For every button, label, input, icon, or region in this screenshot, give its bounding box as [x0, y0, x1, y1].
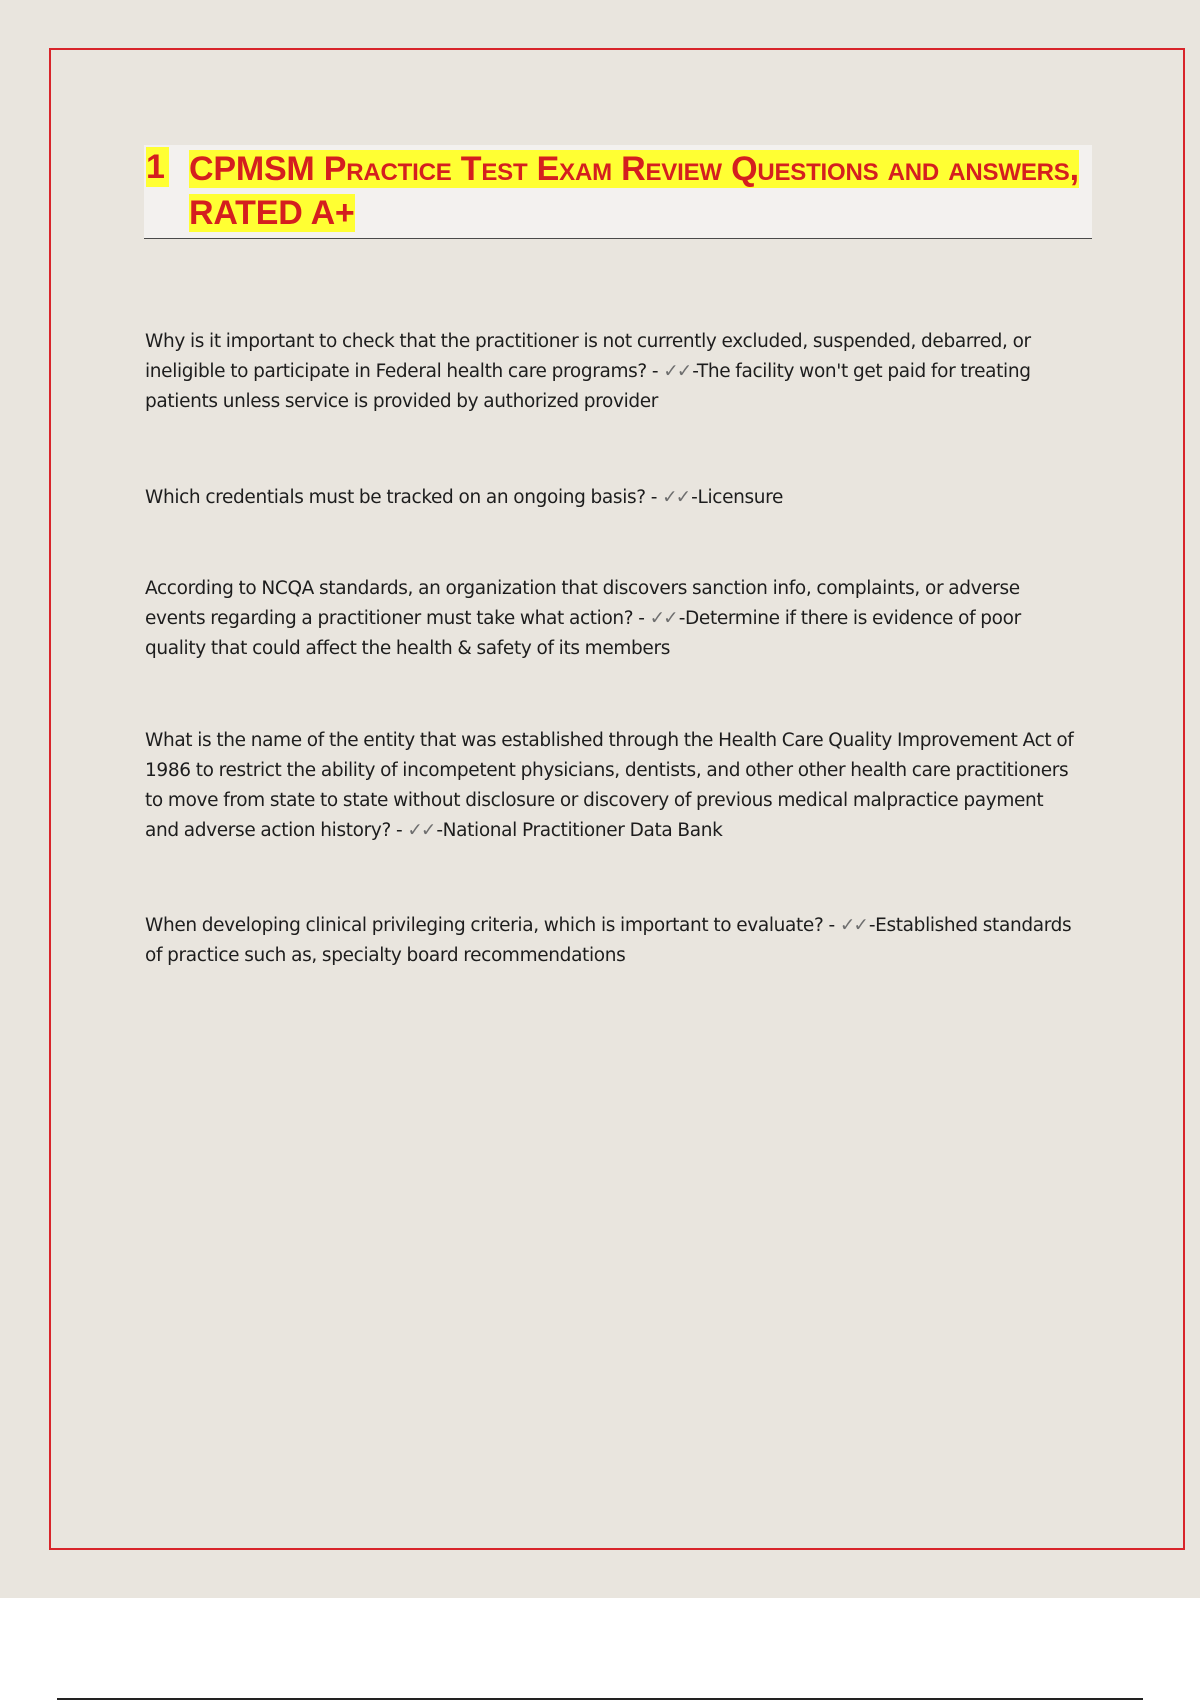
double-check-icon: ✓✓ [663, 361, 691, 382]
question-text: Why is it important to check that the practitioner is not currently excluded, suspended, debarred, or ineligible to participate in Federal health care programs? [145, 331, 1031, 382]
question-text: When developing clinical privileging criteria, which is important to evaluate? [145, 915, 824, 936]
double-check-icon: ✓✓ [407, 820, 435, 841]
answer-text: -National Practitioner Data Bank [436, 820, 723, 841]
qa-item [145, 726, 1075, 846]
double-check-icon: ✓✓ [649, 608, 677, 629]
qa-separator: - [645, 487, 663, 508]
qa-separator: - [390, 820, 408, 841]
document-title-text: CPMSM Practice Test Exam Review Questions and answers, RATED A+ [189, 150, 1079, 232]
heading-number: 1 [146, 147, 169, 187]
qa-separator: - [823, 915, 840, 936]
qa-item [145, 574, 1075, 664]
qa-item [145, 327, 1075, 417]
qa-item [145, 911, 1075, 971]
question-text: Which credentials must be tracked on an ongoing basis? [145, 487, 646, 508]
qa-item [145, 483, 1075, 513]
double-check-icon: ✓✓ [662, 487, 690, 508]
answer-text: -The facility won't get paid for treating patients unless service is provided by authorized provider [145, 361, 1031, 412]
document-title [189, 147, 1089, 235]
question-text: What is the name of the entity that was established through the Health Care Quality Improvement Act of 1986 to restrict the ability of incompetent physicians, dentists, and other other health care practitioners to move from state to state without disclosure or discovery of previous medical malpractice payment and adverse action history? [145, 730, 1074, 841]
double-check-icon: ✓✓ [839, 915, 867, 936]
qa-separator: - [646, 361, 664, 382]
qa-separator: - [633, 608, 650, 629]
answer-text: -Licensure [691, 487, 784, 508]
question-text: According to NCQA standards, an organization that discovers sanction info, complaints, or adverse events regarding a practitioner must take what action? [145, 578, 1020, 629]
answer-text: -Determine if there is evidence of poor quality that could affect the health & safety of its members [145, 608, 1021, 659]
answer-text: -Established standards of practice such as, specialty board recommendations [145, 915, 1072, 966]
